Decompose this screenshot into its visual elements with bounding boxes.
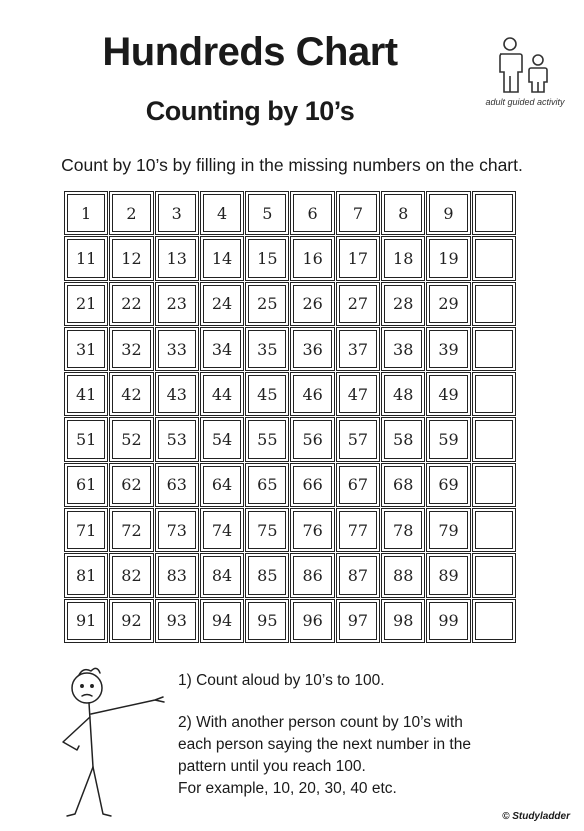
number-cell: 35 <box>245 327 289 371</box>
number-cell: 54 <box>200 417 244 461</box>
number-cell: 66 <box>290 463 334 507</box>
blank-cell[interactable] <box>472 417 516 461</box>
number-cell: 28 <box>381 282 425 326</box>
number-cell: 99 <box>426 599 470 643</box>
number-cell: 52 <box>109 417 153 461</box>
number-cell: 76 <box>290 508 334 552</box>
instruction-text: Count by 10’s by filling in the missing numbers on the chart. <box>61 155 523 175</box>
number-cell: 8 <box>381 191 425 235</box>
step-2-line: pattern until you reach 100. <box>178 758 366 775</box>
step-1: 1) Count aloud by 10’s to 100. <box>178 672 385 689</box>
number-cell: 56 <box>290 417 334 461</box>
blank-cell[interactable] <box>472 327 516 371</box>
number-cell: 64 <box>200 463 244 507</box>
number-cell: 87 <box>336 553 380 597</box>
blank-cell[interactable] <box>472 282 516 326</box>
number-cell: 88 <box>381 553 425 597</box>
number-cell: 83 <box>155 553 199 597</box>
page-subtitle: Counting by 10’s <box>145 96 355 126</box>
number-cell: 68 <box>381 463 425 507</box>
number-cell: 47 <box>336 372 380 416</box>
blank-cell[interactable] <box>472 508 516 552</box>
number-cell: 82 <box>109 553 153 597</box>
number-cell: 48 <box>381 372 425 416</box>
blank-cell[interactable] <box>472 191 516 235</box>
number-cell: 32 <box>109 327 153 371</box>
number-cell: 1 <box>64 191 108 235</box>
number-cell: 38 <box>381 327 425 371</box>
number-cell: 91 <box>64 599 108 643</box>
adult-guided-note: adult guided activity <box>485 97 565 107</box>
number-cell: 26 <box>290 282 334 326</box>
number-cell: 19 <box>426 236 470 280</box>
number-cell: 31 <box>64 327 108 371</box>
number-cell: 96 <box>290 599 334 643</box>
number-cell: 7 <box>336 191 380 235</box>
number-cell: 2 <box>109 191 153 235</box>
number-cell: 65 <box>245 463 289 507</box>
number-cell: 18 <box>381 236 425 280</box>
step-2-line: For example, 10, 20, 30, 40 etc. <box>178 780 397 797</box>
number-cell: 11 <box>64 236 108 280</box>
number-cell: 86 <box>290 553 334 597</box>
people-icon <box>492 36 554 96</box>
number-cell: 42 <box>109 372 153 416</box>
number-cell: 93 <box>155 599 199 643</box>
number-cell: 9 <box>426 191 470 235</box>
number-cell: 62 <box>109 463 153 507</box>
number-cell: 71 <box>64 508 108 552</box>
number-cell: 43 <box>155 372 199 416</box>
step-2 <box>178 712 538 800</box>
number-cell: 5 <box>245 191 289 235</box>
number-cell: 79 <box>426 508 470 552</box>
number-cell: 46 <box>290 372 334 416</box>
number-cell: 53 <box>155 417 199 461</box>
number-cell: 92 <box>109 599 153 643</box>
number-cell: 22 <box>109 282 153 326</box>
number-cell: 72 <box>109 508 153 552</box>
number-cell: 78 <box>381 508 425 552</box>
number-cell: 94 <box>200 599 244 643</box>
number-cell: 27 <box>336 282 380 326</box>
number-cell: 69 <box>426 463 470 507</box>
number-cell: 73 <box>155 508 199 552</box>
blank-cell[interactable] <box>472 553 516 597</box>
number-cell: 17 <box>336 236 380 280</box>
number-cell: 13 <box>155 236 199 280</box>
number-cell: 57 <box>336 417 380 461</box>
number-cell: 29 <box>426 282 470 326</box>
number-cell: 37 <box>336 327 380 371</box>
number-cell: 4 <box>200 191 244 235</box>
number-cell: 81 <box>64 553 108 597</box>
hundreds-chart <box>64 191 517 644</box>
number-cell: 98 <box>381 599 425 643</box>
number-cell: 41 <box>64 372 108 416</box>
number-cell: 25 <box>245 282 289 326</box>
number-cell: 85 <box>245 553 289 597</box>
number-cell: 74 <box>200 508 244 552</box>
number-cell: 61 <box>64 463 108 507</box>
number-cell: 59 <box>426 417 470 461</box>
number-cell: 23 <box>155 282 199 326</box>
number-cell: 55 <box>245 417 289 461</box>
number-cell: 16 <box>290 236 334 280</box>
stickman-illustration <box>55 662 175 822</box>
number-cell: 77 <box>336 508 380 552</box>
blank-cell[interactable] <box>472 372 516 416</box>
number-cell: 95 <box>245 599 289 643</box>
number-cell: 21 <box>64 282 108 326</box>
number-cell: 67 <box>336 463 380 507</box>
number-cell: 14 <box>200 236 244 280</box>
step-2-line: each person saying the next number in the <box>178 736 471 753</box>
copyright-footer: © Studyladder <box>502 811 570 822</box>
blank-cell[interactable] <box>472 599 516 643</box>
number-cell: 51 <box>64 417 108 461</box>
number-cell: 12 <box>109 236 153 280</box>
number-cell: 44 <box>200 372 244 416</box>
step-2-line: 2) With another person count by 10’s with <box>178 714 463 731</box>
number-cell: 45 <box>245 372 289 416</box>
number-cell: 3 <box>155 191 199 235</box>
number-cell: 34 <box>200 327 244 371</box>
blank-cell[interactable] <box>472 236 516 280</box>
number-cell: 36 <box>290 327 334 371</box>
number-cell: 84 <box>200 553 244 597</box>
number-cell: 24 <box>200 282 244 326</box>
number-cell: 33 <box>155 327 199 371</box>
number-cell: 89 <box>426 553 470 597</box>
number-cell: 6 <box>290 191 334 235</box>
number-cell: 75 <box>245 508 289 552</box>
page-title: Hundreds Chart <box>102 30 398 74</box>
number-cell: 39 <box>426 327 470 371</box>
blank-cell[interactable] <box>472 463 516 507</box>
number-cell: 15 <box>245 236 289 280</box>
number-cell: 58 <box>381 417 425 461</box>
number-cell: 97 <box>336 599 380 643</box>
number-cell: 63 <box>155 463 199 507</box>
number-cell: 49 <box>426 372 470 416</box>
